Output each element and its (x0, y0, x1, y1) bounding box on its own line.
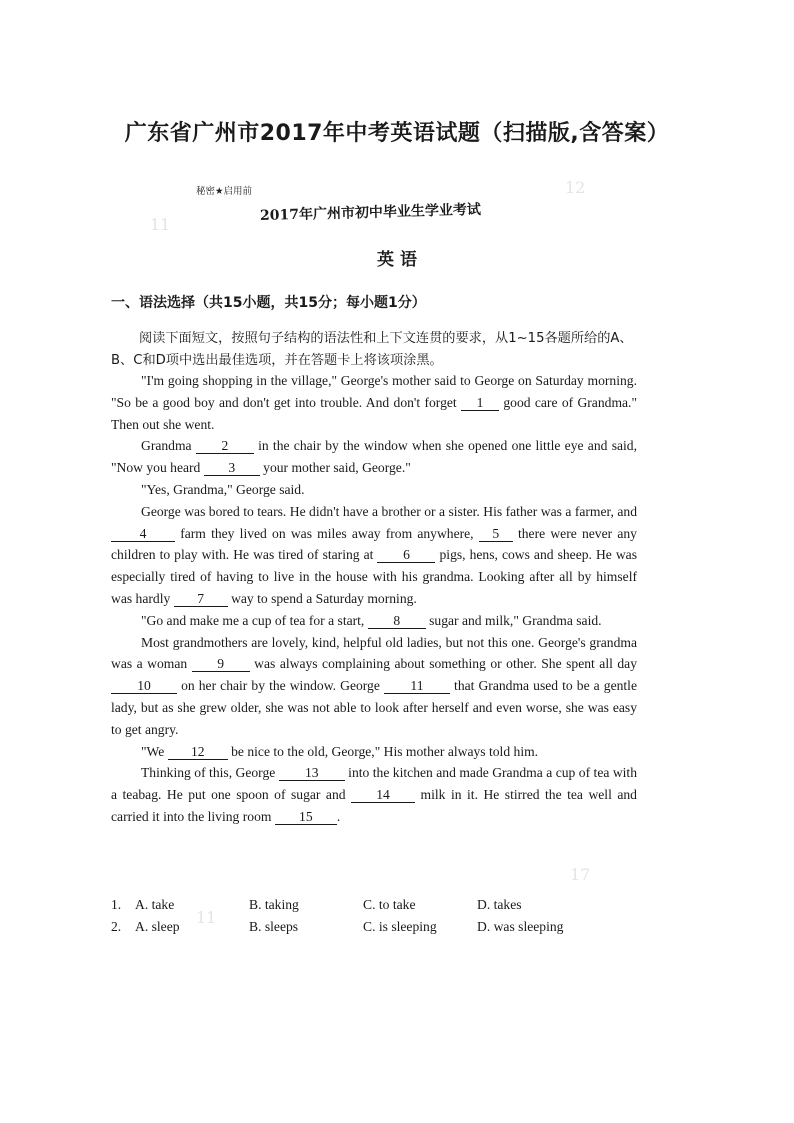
scan-watermark: 11 (196, 908, 217, 927)
blank-14: 14 (351, 787, 415, 803)
secret-mark: 秘密★启用前 (196, 186, 253, 197)
blank-13: 13 (279, 765, 345, 781)
blank-7: 7 (174, 591, 228, 607)
option-c: C. is sleeping (363, 919, 437, 934)
question-row (111, 916, 591, 938)
blank-15: 15 (275, 809, 337, 825)
blank-12: 12 (168, 744, 228, 760)
question-number: 1. (111, 897, 122, 912)
exam-title: 2017年广州市初中毕业生学业考试 (259, 201, 482, 224)
scan-watermark: 11 (150, 215, 171, 234)
passage-paragraph: "We 12 be nice to the old, George," His mother always told him. (141, 743, 539, 759)
passage-paragraph: "Yes, Grandma," George said. (141, 481, 305, 497)
subject-heading: 英 语 (377, 250, 417, 270)
instructions: 阅读下面短文，按照句子结构的语法性和上下文连贯的要求，从1~15各题所给的A、B、C和D项中选出最佳选项，并在答题卡上将该项涂黑。 (111, 331, 633, 368)
blank-10: 10 (111, 678, 177, 694)
passage-paragraph: George was bored to tears. He didn't have a brother or a sister. His father was a farmer, and 4 farm they lived on was miles away from anywhere, 5 there were never any children to play with. He was tired of staring at 6 pigs, hens, cows and sheep. He was especially tired of having to live in the house with his grandma. Looking after all by himself was hardly 7 way to spend a Saturday morning. (111, 503, 637, 606)
page-title: 广东省广州市2017年中考英语试题（扫描版,含答案） (124, 121, 670, 146)
blank-1: 1 (461, 395, 499, 411)
question-number: 2. (111, 919, 122, 934)
passage-paragraph: Thinking of this, George 13 into the kitchen and made Grandma a cup of tea with a teabag. He put one spoon of sugar and 14 milk in it. He stirred the tea well and carried it into the living room 15 . (111, 765, 637, 824)
option-b: B. sleeps (249, 919, 299, 934)
passage-paragraph: "Go and make me a cup of tea for a start, 8 sugar and milk," Grandma said. (141, 612, 602, 628)
answer-options (111, 894, 591, 938)
option-a: A. sleep (135, 919, 180, 934)
passage-paragraph: Grandma 2 in the chair by the window when she opened one little eye and said, "Now you heard 3 your mother said, George." (111, 438, 637, 476)
blank-11: 11 (384, 678, 450, 694)
passage-paragraph: Most grandmothers are lovely, kind, helpful old ladies, but not this one. George's grandma was a woman 9 was always complaining about something or other. She spent all day 10 on her chair by the window. George 11 that Grandma used to be a gentle lady, but as she grew older, she was not able to look after herself and even worse, she was easy to get angry. (111, 634, 637, 737)
option-c: C. to take (363, 897, 416, 912)
blank-8: 8 (368, 613, 426, 629)
option-a: A. take (135, 897, 175, 912)
blank-6: 6 (377, 547, 435, 563)
blank-9: 9 (192, 656, 250, 672)
blank-3: 3 (204, 460, 260, 476)
scan-watermark: 17 (570, 865, 591, 884)
option-d: D. takes (477, 897, 522, 912)
blank-4: 4 (111, 526, 175, 542)
option-d: D. was sleeping (477, 919, 564, 934)
option-b: B. taking (249, 897, 299, 912)
section-heading: 一、语法选择（共15小题，共15分；每小题1分） (111, 295, 426, 311)
blank-2: 2 (196, 438, 254, 454)
question-row (111, 894, 591, 916)
scan-watermark: 12 (565, 178, 586, 197)
reading-passage (111, 370, 637, 828)
passage-paragraph: "I'm going shopping in the village," George's mother said to George on Saturday morning. "So be a good boy and don't get into trouble. And don't forget 1 good care of Grandma." Then out she went. (111, 373, 637, 432)
blank-5: 5 (479, 526, 513, 542)
